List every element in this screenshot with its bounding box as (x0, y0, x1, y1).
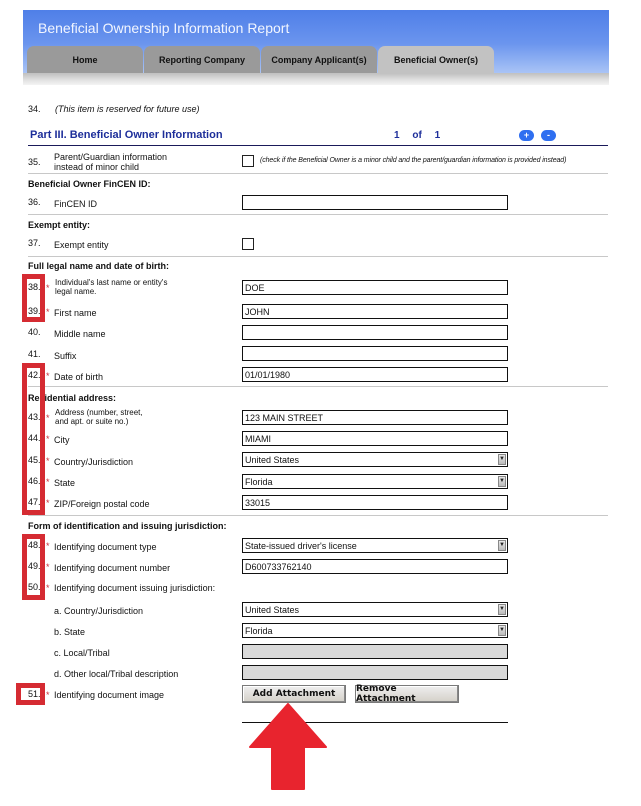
divider (28, 386, 608, 387)
last-name-input[interactable]: DOE (242, 280, 508, 295)
document-number-input[interactable]: D600733762140 (242, 559, 508, 574)
plus-icon: + (523, 130, 530, 140)
field-label (54, 152, 167, 172)
item-number: 36. (28, 197, 41, 207)
required-marker: * (46, 434, 50, 444)
issuing-country-select[interactable] (242, 602, 508, 617)
tab-subbar (23, 73, 609, 85)
field-label: Suffix (54, 351, 77, 361)
item-number: 42. (28, 370, 41, 380)
dropdown-arrow-icon[interactable]: ▼ (498, 540, 506, 551)
highlight-box (16, 683, 45, 705)
field-label (55, 278, 167, 296)
label-line: and apt. or suite no.) (55, 417, 129, 426)
pager (394, 130, 450, 141)
part-title: Part III. Beneficial Owner Information (30, 129, 223, 141)
required-marker: * (46, 371, 50, 381)
item-number: 47. (28, 497, 41, 507)
section-fincen: Beneficial Owner FinCEN ID: (28, 179, 151, 189)
label-line: Individual's last name or entity's (55, 278, 168, 287)
pager-total: 1 (434, 130, 441, 141)
middle-name-input[interactable] (242, 325, 508, 340)
select-value: State-issued driver's license (245, 541, 357, 551)
section-exempt: Exempt entity: (28, 220, 91, 230)
field-label: FinCEN ID (54, 199, 98, 209)
tab-company-applicants[interactable]: Company Applicant(s) (261, 46, 377, 73)
dropdown-arrow-icon[interactable]: ▼ (498, 604, 506, 615)
section-address: Residential address: (28, 393, 117, 403)
dropdown-arrow-icon[interactable]: ▼ (498, 454, 506, 465)
field-label: a. Country/Jurisdiction (54, 606, 144, 616)
divider (28, 256, 608, 257)
parent-guardian-note: (check if the Beneficial Owner is a minor child and the parent/guardian information is provided instead) (260, 157, 567, 164)
parent-guardian-checkbox[interactable] (242, 155, 254, 167)
required-marker: * (46, 498, 50, 508)
item-number: 35. (28, 157, 41, 167)
item-number: 45. (28, 455, 41, 465)
first-name-input[interactable]: JOHN (242, 304, 508, 319)
field-label: First name (54, 308, 97, 318)
highlight-box (22, 534, 45, 600)
item-number: 51. (28, 689, 41, 699)
add-attachment-button[interactable]: Add Attachment (242, 685, 346, 703)
field-label: Exempt entity (54, 240, 109, 250)
field-label: Identifying document type (54, 542, 157, 552)
remove-owner-button[interactable] (541, 130, 556, 141)
field-label: Identifying document image (54, 690, 165, 700)
required-marker: * (46, 283, 50, 293)
divider (28, 173, 608, 174)
dropdown-arrow-icon[interactable]: ▼ (498, 625, 506, 636)
document-type-select[interactable] (242, 538, 508, 553)
item-number: 38. (28, 282, 41, 292)
required-marker: * (46, 477, 50, 487)
field-label: Identifying document issuing jurisdiction: (54, 583, 216, 593)
remove-attachment-button[interactable]: Remove Attachment (355, 685, 459, 703)
highlight-box (22, 274, 45, 322)
required-marker: * (46, 583, 50, 593)
add-owner-button[interactable] (519, 130, 534, 141)
city-input[interactable]: MIAMI (242, 431, 508, 446)
suffix-input[interactable] (242, 346, 508, 361)
field-label: c. Local/Tribal (54, 648, 110, 658)
arrow-up-icon (249, 703, 327, 791)
select-value: Florida (245, 477, 273, 487)
pager-of: of (412, 130, 422, 141)
field-label: State (54, 478, 76, 488)
dropdown-arrow-icon[interactable]: ▼ (498, 476, 506, 487)
address-input[interactable]: 123 MAIN STREET (242, 410, 508, 425)
tab-reporting-company[interactable]: Reporting Company (144, 46, 260, 73)
required-marker: * (46, 307, 50, 317)
date-of-birth-input[interactable]: 01/01/1980 (242, 367, 508, 382)
label-line: Parent/Guardian information (54, 152, 168, 162)
section-identification: Form of identification and issuing jurisdiction: (28, 521, 227, 531)
field-label: Date of birth (54, 372, 104, 382)
item-number: 41. (28, 349, 41, 359)
required-marker: * (46, 562, 50, 572)
required-marker: * (46, 413, 50, 423)
field-label: Middle name (54, 329, 106, 339)
local-tribal-input[interactable] (242, 644, 508, 659)
section-name: Full legal name and date of birth: (28, 261, 170, 271)
zip-input[interactable]: 33015 (242, 495, 508, 510)
field-label: b. State (54, 627, 86, 637)
field-label (55, 408, 143, 426)
item-number: 44. (28, 433, 41, 443)
minus-icon: - (547, 130, 550, 140)
divider (28, 515, 608, 516)
select-value: United States (245, 605, 300, 615)
tab-bar (27, 46, 495, 73)
select-value: United States (245, 455, 300, 465)
item-number: 39. (28, 306, 41, 316)
divider (28, 214, 608, 215)
item-number: 40. (28, 327, 41, 337)
select-value: Florida (245, 626, 273, 636)
other-tribal-description-input[interactable] (242, 665, 508, 680)
state-select[interactable] (242, 474, 508, 489)
item-number: 43. (28, 412, 41, 422)
field-label: Identifying document number (54, 563, 171, 573)
field-label: City (54, 435, 70, 445)
field-label: ZIP/Foreign postal code (54, 499, 150, 509)
tab-beneficial-owners[interactable]: Beneficial Owner(s) (378, 46, 494, 73)
field-label: Country/Jurisdiction (54, 457, 134, 467)
label-line: instead of minor child (54, 162, 140, 172)
highlight-box (22, 363, 45, 515)
reserved-note: (This item is reserved for future use) (55, 104, 200, 114)
app-title: Beneficial Ownership Information Report (38, 20, 290, 36)
app-header (23, 10, 609, 85)
required-marker: * (46, 690, 50, 700)
fincen-id-input[interactable] (242, 195, 508, 210)
required-marker: * (46, 541, 50, 551)
item-number: 34. (28, 104, 41, 114)
item-number: 48. (28, 540, 41, 550)
item-number: 50. (28, 582, 41, 592)
country-select[interactable] (242, 452, 508, 467)
issuing-state-select[interactable] (242, 623, 508, 638)
item-number: 46. (28, 476, 41, 486)
label-line: Address (number, street, (55, 408, 143, 417)
label-line: legal name. (55, 287, 97, 296)
item-number: 49. (28, 561, 41, 571)
field-label: d. Other local/Tribal description (54, 669, 179, 679)
exempt-entity-checkbox[interactable] (242, 238, 254, 250)
pager-current: 1 (394, 130, 400, 141)
required-marker: * (46, 456, 50, 466)
part-rule (28, 145, 608, 146)
tab-home[interactable]: Home (27, 46, 143, 73)
item-number: 37. (28, 238, 41, 248)
